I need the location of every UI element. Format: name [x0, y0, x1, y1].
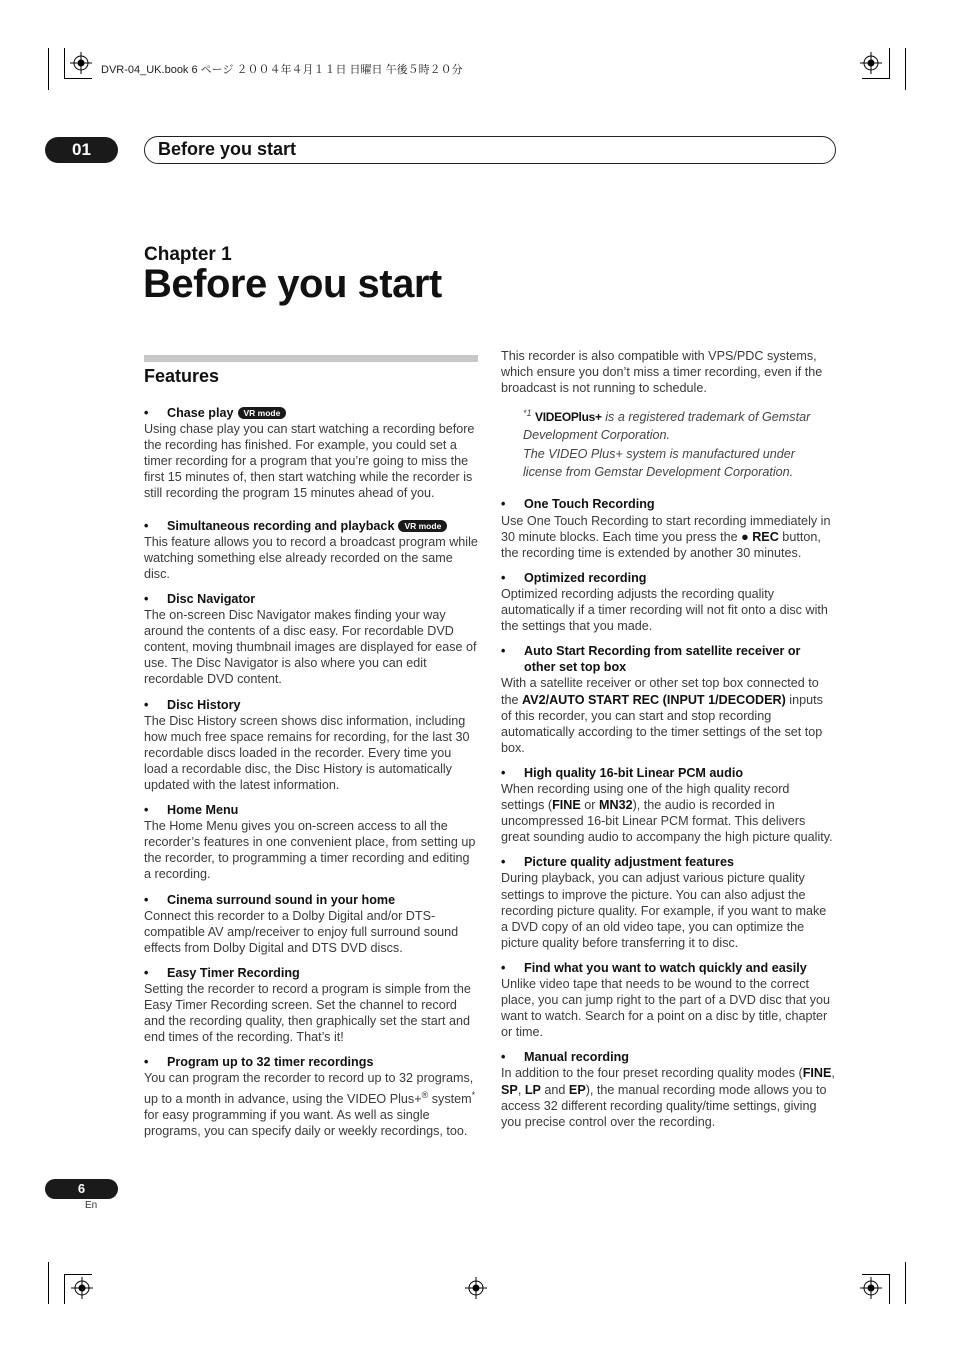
- feature-item: [501, 643, 835, 756]
- feature-title: • Auto Start Recording from satellite receiver or other set top box: [501, 643, 835, 675]
- chapter-number-badge: 01: [45, 137, 118, 163]
- feature-item: [501, 1049, 835, 1129]
- feature-item: [501, 960, 835, 1040]
- registration-mark-icon: [860, 52, 882, 74]
- vr-mode-badge: VR mode: [398, 520, 447, 532]
- feature-body: The Disc History screen shows disc information, including how much free space remains for recording, for the last 30 recordable discs loaded in the recorder. Every time you load a recordable disc, the Disc History is automatically updated with the latest information.: [144, 713, 470, 792]
- feature-item: [501, 854, 835, 951]
- chapter-label: Chapter 1: [144, 244, 232, 265]
- book-info: DVR-04_UK.book 6 ページ ２００４年４月１１日 日曜日 午後５時２０分: [101, 64, 463, 76]
- feature-title: • Manual recording: [501, 1049, 835, 1065]
- registration-mark-icon: [465, 1277, 487, 1299]
- page-language: En: [85, 1200, 98, 1211]
- feature-title: • Optimized recording: [501, 570, 835, 586]
- registration-mark-icon: [860, 1277, 882, 1299]
- chapter-title: Before you start: [143, 262, 442, 306]
- feature-body: This feature allows you to record a broadcast program while watching something else already recorded on the same disc.: [144, 534, 478, 581]
- section-title: Features: [144, 366, 220, 386]
- feature-title: • Cinema surround sound in your home: [144, 892, 478, 908]
- feature-item: [144, 591, 478, 688]
- feature-title: • Home Menu: [144, 802, 478, 818]
- feature-title: • High quality 16-bit Linear PCM audio: [501, 765, 835, 781]
- feature-title: • Disc History: [144, 697, 478, 713]
- feature-title: Simultaneous recording and playback: [167, 518, 395, 533]
- feature-item: [144, 892, 478, 956]
- feature-item: [144, 518, 478, 582]
- feature-body: The on-screen Disc Navigator makes finding your way around the contents of a disc easy. For recordable DVD content, moving thumbnail images are displayed for ease of use. The Disc Navigator is also where you can edit recordable DVD content.: [144, 608, 477, 687]
- trademark-footnote: $^{*1}$ VIDEOPlus+ is a registered trademark of Gemstar Development Corporation. The VIDEO Plus+ system is manufactured under license from Gemstar Development Corporation.: [523, 408, 811, 479]
- feature-body: Unlike video tape that needs to be wound to the correct place, you can jump right to the part of a DVD disc that you want to watch. Search for a point on a disc by title, chapter or time.: [501, 977, 831, 1040]
- feature-title: • Disc Navigator: [144, 591, 478, 607]
- feature-title: • Find what you want to watch quickly and easily: [501, 960, 835, 976]
- feature-title: • One Touch Recording: [501, 496, 835, 512]
- feature-title: • Easy Timer Recording: [144, 965, 478, 981]
- feature-body: During playback, you can adjust various picture quality settings to improve the picture. You can also adjust the recording picture quality. For example, if you want to make a DVD copy of an old video tape, you can optimize the picture quality before transferring it to disc.: [501, 871, 827, 950]
- registration-mark-icon: [70, 52, 92, 74]
- feature-item: [144, 802, 478, 882]
- feature-title: Chase play: [167, 406, 234, 420]
- feature-body: Use One Touch Recording to start recording immediately in 30 minute blocks. Each time you press the ● REC button, the recording time is extended by another 30 minutes.: [501, 513, 831, 560]
- feature-body: Connect this recorder to a Dolby Digital and/or DTS-compatible AV amp/receiver to enjoy full surround sound effects from Dolby Digital and DTS DVD discs.: [144, 908, 459, 955]
- registration-mark-icon: [71, 1277, 93, 1299]
- left-column: [144, 405, 478, 1139]
- feature-item: [144, 697, 478, 794]
- feature-item: [501, 496, 835, 560]
- right-column: [501, 348, 835, 1130]
- feature-item: [144, 1054, 478, 1139]
- feature-body: With a satellite receiver or other set top box connected to the AV2/AUTO START REC (INPUT 1/DECODER) inputs of this recorder, you can start and stop recording automatically according to the timer settings of the set top box.: [501, 676, 823, 755]
- section-divider: [144, 355, 478, 362]
- feature-body: When recording using one of the high quality record settings (FINE or MN32), the audio is recorded in uncompressed 16-bit Linear PCM format. This delivers great sounding audio to accompany the high picture quality.: [501, 781, 833, 845]
- video-plus-logo: VIDEOPlus+: [535, 410, 602, 425]
- feature-item: [501, 570, 835, 634]
- feature-title: • Program up to 32 timer recordings: [144, 1054, 478, 1070]
- page-number: 6: [45, 1179, 118, 1199]
- feature-body: The Home Menu gives you on-screen access to all the recorder’s features in one convenient place, from setting up the recorder, to programming a timer recording and editing a recording.: [144, 819, 476, 882]
- vr-mode-badge: VR mode: [238, 407, 287, 419]
- feature-body: Using chase play you can start watching a recording before the recording has finished. For example, you could set a timer recording for a program that you’re going to miss the first 15 minutes of, then start watching while the recorder is still recording the program 15 minutes ahead of you.: [144, 422, 475, 501]
- input-key: AV2/AUTO START REC (INPUT 1/DECODER): [522, 692, 786, 707]
- feature-body: In addition to the four preset recording quality modes (FINE, SP, LP and EP), the manual recording mode allows you to access 32 different recording quality/time settings, giving you precise control over the recording.: [501, 1066, 835, 1129]
- feature-item: [144, 965, 478, 1045]
- feature-item: [144, 405, 478, 502]
- feature-body: Setting the recorder to record a program is simple from the Easy Timer Recording screen. Set the channel to record and the recording quality, then graphically set the start and end times of the recording. That’s it!: [144, 982, 471, 1045]
- feature-body: Optimized recording adjusts the recording quality automatically if a timer recording will not fit onto a disc with the settings that you made.: [501, 586, 828, 634]
- header-title: Before you start: [158, 139, 297, 159]
- feature-body: You can program the recorder to record up to 32 programs, up to a month in advance, using the VIDEO Plus+® system* for easy programming if you want. As well as single programs, you can specify daily or weekly recordings, too.: [144, 1071, 476, 1138]
- vps-pdc-paragraph: This recorder is also compatible with VPS/PDC systems, which ensure you don’t miss a timer recording, even if the broadcast is not running to schedule.: [501, 349, 823, 396]
- feature-title: • Picture quality adjustment features: [501, 854, 835, 870]
- feature-item: [501, 765, 835, 845]
- rec-key: ● REC: [741, 529, 779, 544]
